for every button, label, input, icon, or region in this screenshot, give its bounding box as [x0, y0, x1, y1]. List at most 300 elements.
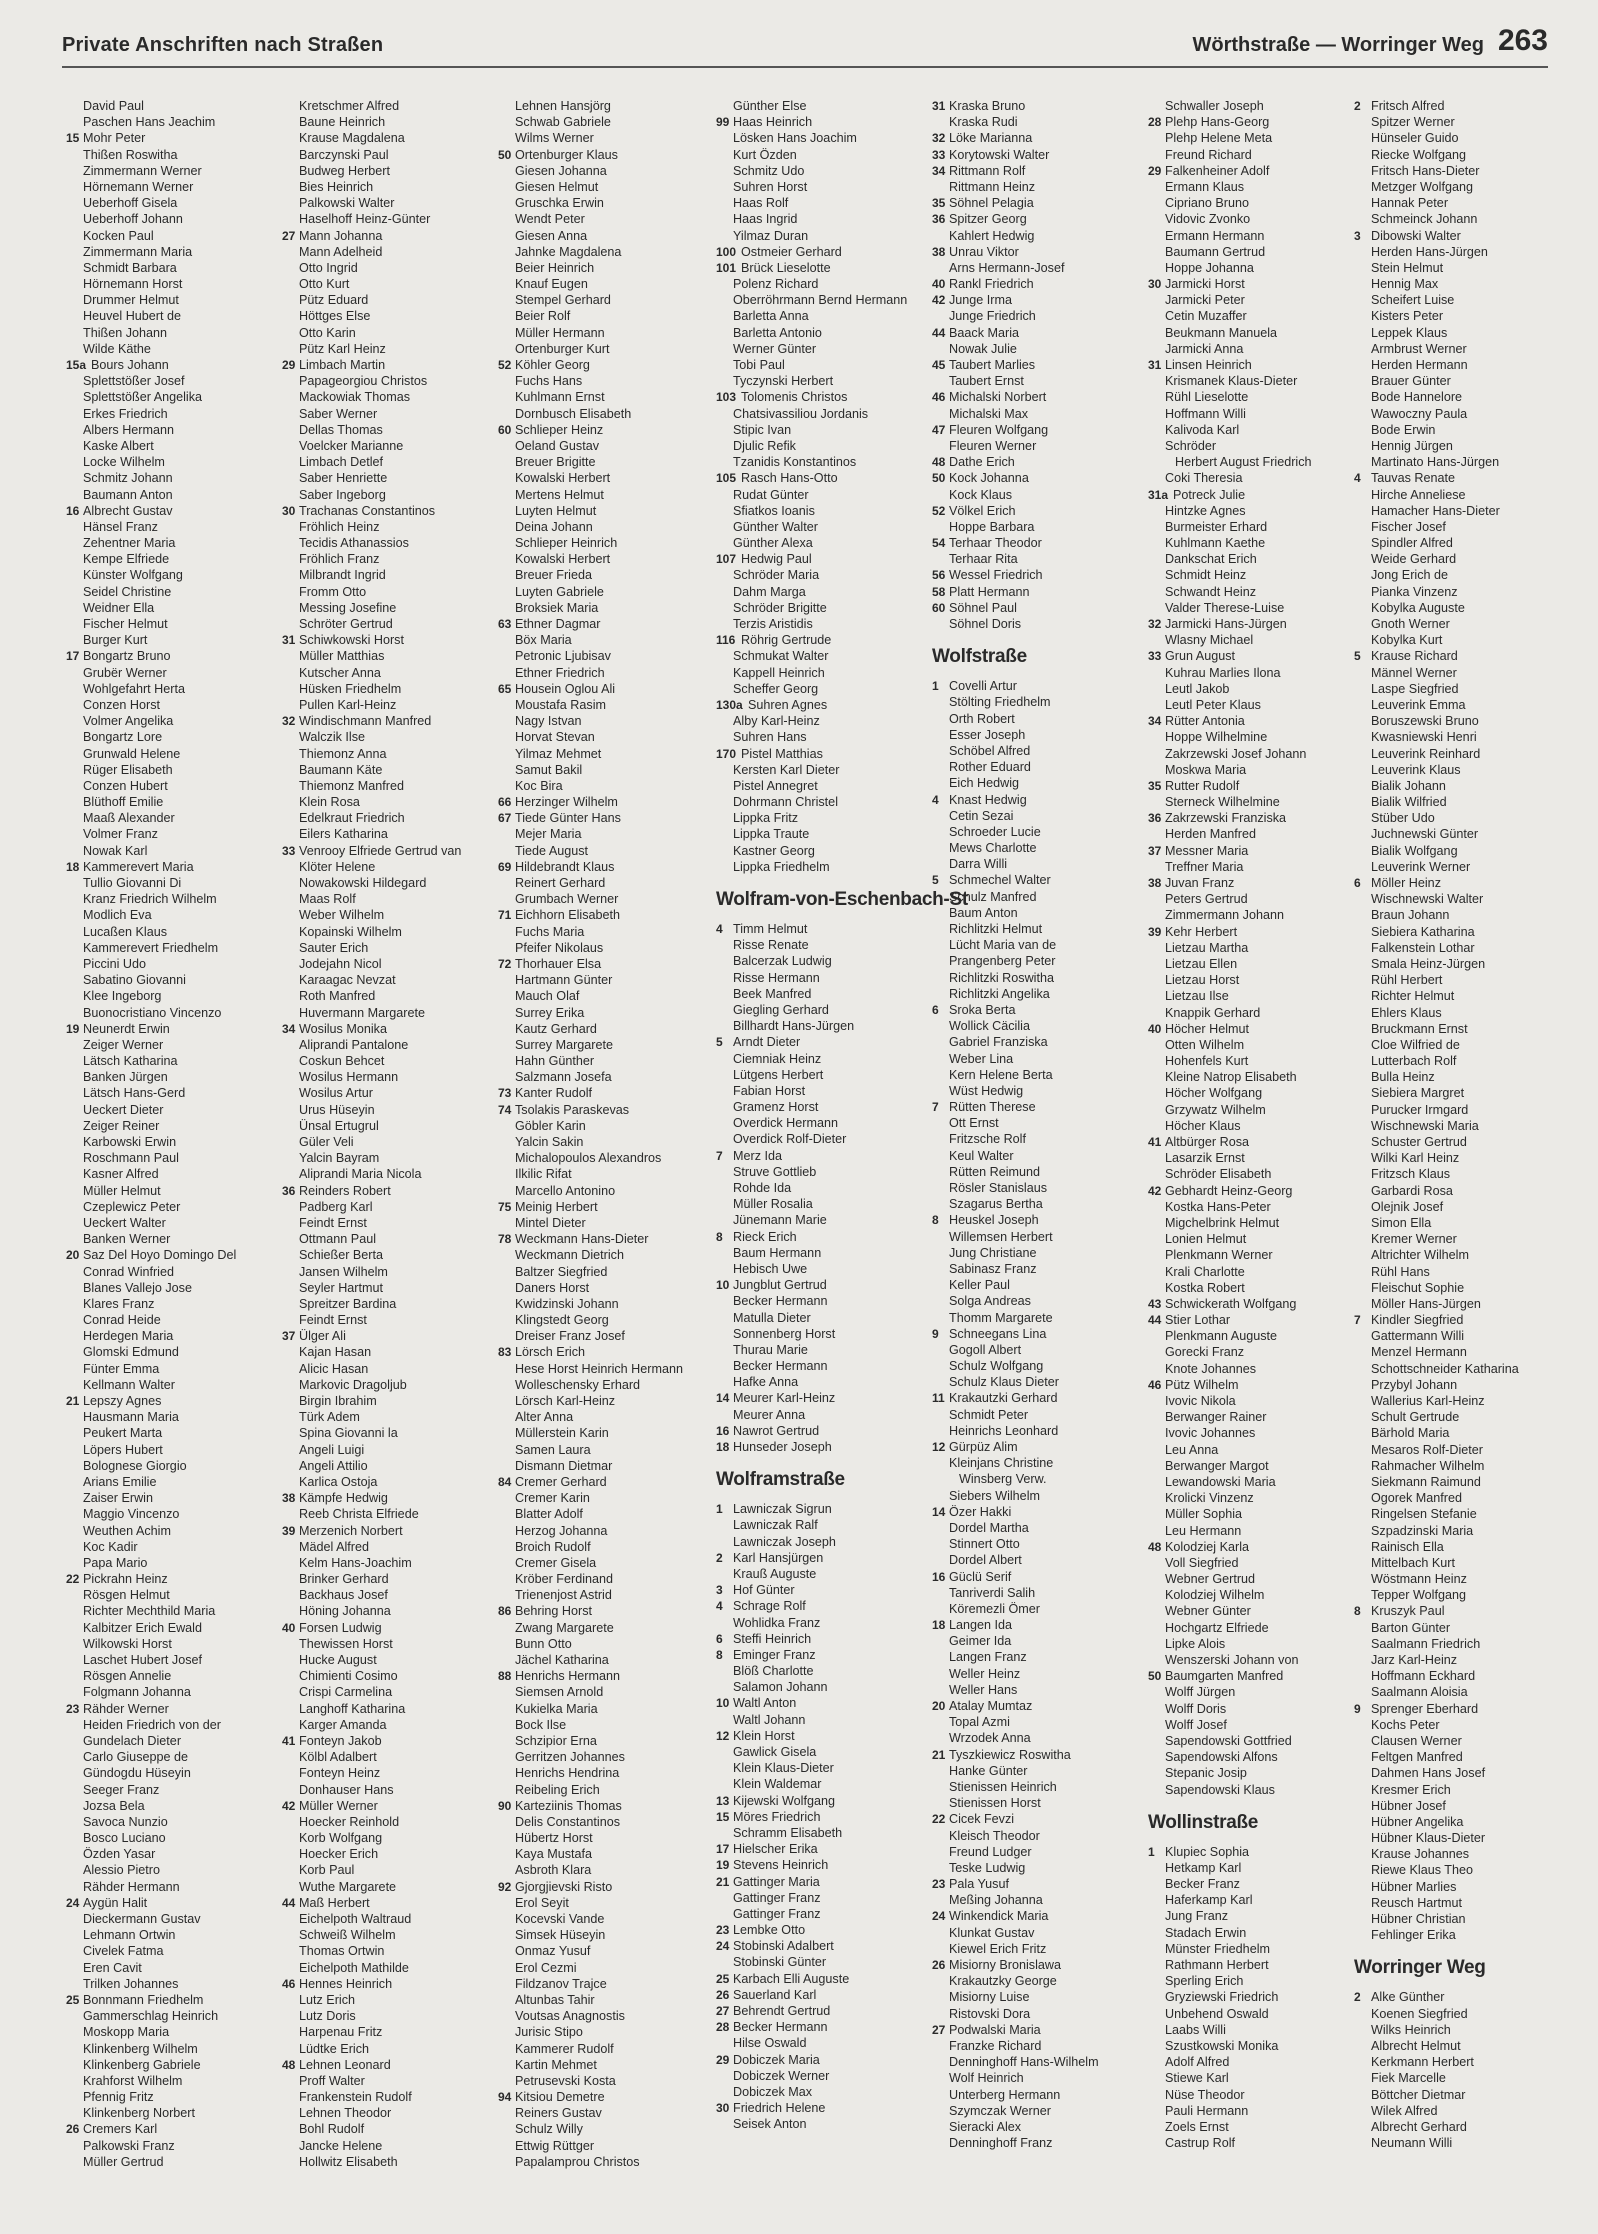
resident-entry — [1354, 1393, 1564, 1409]
resident-name: Kocevski Vande — [515, 1912, 605, 1926]
resident-name: Leuverink Werner — [1371, 859, 1471, 874]
resident-name: Petronic Ljubisav — [515, 649, 611, 664]
resident-name: Trachanas Constantinos — [299, 503, 436, 518]
resident-entry — [932, 2022, 1142, 2038]
resident-entry — [1148, 697, 1358, 713]
house-number: 17 — [66, 649, 80, 664]
house-number: 60 — [498, 422, 512, 437]
resident-entry — [1148, 1620, 1358, 1636]
resident-name: Klares Franz — [83, 1296, 155, 1311]
resident-name: Lonien Helmut — [1165, 1232, 1247, 1247]
resident-name: Spreitzer Bardina — [299, 1296, 397, 1311]
resident-name: Kaske Albert — [83, 438, 154, 453]
house-number: 7 — [716, 1148, 723, 1163]
resident-name: Schweiß Wilhelm — [299, 1928, 396, 1943]
resident-name: Siemsen Arnold — [515, 1685, 604, 1700]
resident-name: Winsberg Verw. — [959, 1472, 1047, 1487]
house-number: 9 — [1354, 1701, 1361, 1716]
resident-name: Tauvas Renate — [1371, 471, 1456, 486]
house-number: 103 — [716, 390, 737, 405]
resident-entry — [498, 1474, 708, 1490]
resident-name: Behring Horst — [515, 1604, 592, 1619]
resident-entry — [932, 1034, 1142, 1050]
resident-entry — [1354, 1620, 1564, 1636]
resident-entry — [716, 422, 926, 438]
resident-entry — [932, 1504, 1142, 1520]
house-number: 18 — [66, 859, 80, 874]
resident-name: Jong Erich de — [1371, 568, 1449, 583]
resident-name: Wilde Käthe — [83, 341, 151, 356]
resident-entry — [498, 2105, 708, 2121]
resident-name: Sauter Erich — [299, 940, 369, 955]
resident-entry — [1148, 389, 1358, 405]
resident-name: Potreck Julie — [1173, 487, 1246, 502]
resident-name: Rieck Erich — [733, 1229, 797, 1244]
resident-name: Meinig Herbert — [515, 1199, 598, 1214]
resident-name: Kleisch Theodor — [949, 1828, 1040, 1843]
resident-name: Weller Hans — [949, 1682, 1018, 1697]
resident-entry — [716, 1099, 926, 1115]
resident-name: Baum Hermann — [733, 1245, 822, 1260]
house-number: 37 — [282, 1329, 296, 1344]
resident-entry — [498, 1927, 708, 1943]
resident-name: Hoppe Barbara — [949, 519, 1035, 534]
resident-entry — [498, 1539, 708, 1555]
resident-entry — [498, 1506, 708, 1522]
resident-name: Höcher Helmut — [1165, 1021, 1249, 1036]
resident-entry — [1354, 438, 1564, 454]
resident-entry — [1148, 729, 1358, 745]
house-number: 48 — [282, 2057, 296, 2072]
resident-entry — [1354, 1296, 1564, 1312]
resident-entry — [932, 1828, 1142, 1844]
resident-name: Rütten Therese — [949, 1100, 1036, 1115]
resident-entry — [932, 1390, 1142, 1406]
resident-name: Baltzer Siegfried — [515, 1264, 608, 1279]
resident-entry — [932, 678, 1142, 694]
resident-name: Blanes Vallejo Jose — [83, 1280, 192, 1295]
resident-entry — [716, 1407, 926, 1423]
house-number: 50 — [932, 471, 946, 486]
resident-entry — [1354, 1830, 1564, 1846]
resident-name: Paschen Hans Jeachim — [83, 115, 216, 130]
resident-entry — [66, 114, 276, 130]
resident-name: Hetkamp Karl — [1165, 1860, 1242, 1875]
resident-entry — [282, 325, 492, 341]
resident-name: Breuer Frieda — [515, 568, 592, 583]
resident-name: Gebhardt Heinz-Georg — [1165, 1183, 1293, 1198]
resident-entry — [716, 535, 926, 551]
resident-entry — [498, 729, 708, 745]
resident-entry — [66, 1021, 276, 1037]
resident-name: Rohde Ida — [733, 1181, 792, 1195]
resident-name: Stier Lothar — [1165, 1313, 1231, 1328]
house-number: 42 — [282, 1798, 296, 1813]
resident-entry — [498, 1409, 708, 1425]
resident-entry — [1148, 2135, 1358, 2151]
resident-name: Koenen Siegfried — [1371, 2006, 1468, 2021]
resident-entry — [498, 1911, 708, 1927]
resident-name: Löke Marianna — [949, 131, 1033, 146]
resident-entry — [1148, 746, 1358, 762]
resident-name: Lütgens Herbert — [733, 1067, 824, 1082]
resident-entry — [498, 1085, 708, 1101]
resident-name: Smala Heinz-Jürgen — [1371, 956, 1486, 971]
house-number: 20 — [932, 1699, 946, 1713]
resident-name: Krauß Auguste — [733, 1566, 817, 1581]
house-number: 30 — [282, 503, 296, 518]
resident-entry — [282, 1183, 492, 1199]
resident-entry — [66, 1231, 276, 1247]
resident-entry — [716, 1131, 926, 1147]
resident-name: Terhaar Rita — [949, 552, 1018, 567]
resident-name: Sperling Erich — [1165, 1974, 1244, 1989]
resident-entry — [498, 1037, 708, 1053]
resident-name: Kowalski Herbert — [515, 552, 611, 567]
resident-entry — [1148, 1458, 1358, 1474]
resident-entry — [498, 1555, 708, 1571]
resident-entry — [932, 1779, 1142, 1795]
resident-name: Kolodziej Wilhelm — [1165, 1588, 1265, 1603]
resident-entry — [1148, 1860, 1358, 1876]
resident-name: Falkenstein Lothar — [1371, 940, 1475, 955]
resident-name: Jung Christiane — [949, 1245, 1037, 1260]
resident-name: Göbler Karin — [515, 1118, 586, 1133]
resident-name: Günther Alexa — [733, 536, 813, 551]
resident-name: Müller Helmut — [83, 1183, 161, 1198]
resident-name: Lietzau Ilse — [1165, 989, 1229, 1004]
resident-name: Kostka Hans-Peter — [1165, 1199, 1271, 1214]
resident-name: Kammerevert Maria — [83, 859, 194, 874]
resident-name: Berwanger Margot — [1165, 1458, 1269, 1473]
resident-entry — [1354, 681, 1564, 697]
resident-name: Giesen Anna — [515, 228, 588, 243]
resident-name: Yilmaz Mehmet — [515, 746, 602, 761]
resident-entry — [66, 454, 276, 470]
resident-name: Schöbel Alfred — [949, 743, 1031, 758]
resident-name: Klein Klaus-Dieter — [733, 1761, 834, 1776]
resident-entry — [716, 325, 926, 341]
resident-name: Kremer Werner — [1371, 1232, 1457, 1247]
resident-entry — [282, 1344, 492, 1360]
house-number: 52 — [932, 503, 946, 518]
resident-name: Wenszerski Johann von — [1165, 1653, 1299, 1667]
resident-name: Overdick Hermann — [733, 1116, 838, 1131]
resident-entry — [498, 1830, 708, 1846]
resident-entry — [1354, 1215, 1564, 1231]
resident-entry — [716, 470, 926, 486]
resident-name: Bialik Johann — [1371, 778, 1446, 793]
resident-entry — [1354, 794, 1564, 810]
resident-name: Modlich Eva — [83, 908, 152, 923]
resident-name: Mohr Peter — [83, 131, 146, 146]
resident-name: Krause Magdalena — [299, 131, 405, 146]
resident-name: Taubert Marlies — [949, 358, 1036, 372]
house-number: 105 — [716, 471, 737, 486]
resident-entry — [1148, 665, 1358, 681]
resident-name: Leuverink Reinhard — [1371, 746, 1481, 761]
resident-name: Palkowski Walter — [299, 196, 395, 211]
resident-entry — [66, 519, 276, 535]
house-number: 5 — [716, 1035, 723, 1050]
resident-name: Wischnewski Maria — [1371, 1118, 1479, 1133]
house-number: 45 — [932, 358, 946, 372]
house-number: 99 — [716, 115, 730, 130]
house-number: 44 — [1148, 1313, 1162, 1328]
resident-name: Wosilus Monika — [299, 1021, 387, 1036]
resident-entry — [716, 1067, 926, 1083]
resident-name: Baumgarten Manfred — [1165, 1669, 1284, 1684]
resident-name: Berwanger Rainer — [1165, 1410, 1267, 1425]
resident-entry — [932, 584, 1142, 600]
resident-entry — [1354, 826, 1564, 842]
resident-entry — [282, 98, 492, 114]
resident-name: Webner Gertrud — [1165, 1572, 1256, 1587]
resident-entry — [282, 794, 492, 810]
resident-name: Suhren Agnes — [748, 697, 828, 712]
resident-name: Müllerstein Karin — [515, 1426, 609, 1441]
resident-entry — [498, 988, 708, 1004]
resident-name: Richter Helmut — [1371, 989, 1455, 1004]
resident-name: Spitzer Georg — [949, 212, 1027, 227]
resident-name: Dobiczek Werner — [733, 2068, 830, 2083]
resident-entry — [932, 1326, 1142, 1342]
resident-entry — [498, 1199, 708, 1215]
resident-name: Ehlers Klaus — [1371, 1005, 1442, 1020]
resident-entry — [1148, 1892, 1358, 1908]
resident-entry — [932, 2054, 1142, 2070]
house-number: 26 — [716, 1987, 730, 2002]
resident-entry — [932, 1277, 1142, 1293]
resident-entry — [66, 956, 276, 972]
resident-entry — [66, 1490, 276, 1506]
resident-name: Maas Rolf — [299, 892, 356, 907]
resident-name: Tepper Wolfgang — [1371, 1588, 1466, 1603]
resident-entry — [716, 2052, 926, 2068]
house-number: 36 — [932, 212, 946, 227]
resident-name: Lätsch Katharina — [83, 1054, 178, 1069]
resident-entry — [932, 470, 1142, 486]
house-number: 29 — [716, 2052, 730, 2067]
resident-name: Kowalski Herbert — [515, 471, 611, 486]
resident-entry — [1354, 1603, 1564, 1619]
resident-name: Erol Cezmi — [515, 1960, 577, 1975]
resident-entry — [1148, 163, 1358, 179]
resident-entry — [716, 211, 926, 227]
resident-entry — [1148, 988, 1358, 1004]
resident-name: Ueckert Dieter — [83, 1102, 164, 1117]
resident-name: Grzywatz Wilhelm — [1165, 1102, 1266, 1117]
resident-name: Heinrichs Leonhard — [949, 1423, 1059, 1438]
resident-name: Schzipior Erna — [515, 1733, 597, 1748]
house-number: 22 — [66, 1572, 80, 1587]
resident-entry — [282, 2154, 492, 2170]
resident-entry — [1148, 1215, 1358, 1231]
house-number: 6 — [716, 1631, 723, 1646]
resident-name: Kröber Ferdinand — [515, 1572, 614, 1587]
house-number: 31 — [932, 99, 946, 113]
resident-name: Leu Hermann — [1165, 1523, 1242, 1538]
resident-entry — [498, 487, 708, 503]
resident-entry — [1354, 1701, 1564, 1717]
house-number: 25 — [66, 1992, 80, 2007]
house-number: 58 — [932, 584, 946, 599]
resident-name: Seeger Franz — [83, 1782, 160, 1797]
resident-name: Karger Amanda — [299, 1717, 387, 1732]
resident-entry — [66, 2024, 276, 2040]
resident-entry — [1354, 1328, 1564, 1344]
resident-entry — [66, 406, 276, 422]
resident-entry — [932, 260, 1142, 276]
resident-name: Saalmann Aloisia — [1371, 1685, 1468, 1700]
resident-entry — [1354, 1118, 1564, 1134]
house-number: 42 — [1148, 1183, 1162, 1198]
resident-entry — [498, 1296, 708, 1312]
house-number: 54 — [932, 536, 946, 551]
resident-entry — [498, 956, 708, 972]
resident-entry — [932, 1925, 1142, 1941]
resident-name: Juvan Franz — [1165, 876, 1235, 890]
resident-entry — [282, 1474, 492, 1490]
resident-entry — [282, 1927, 492, 1943]
resident-name: Kersten Karl Dieter — [733, 762, 840, 777]
resident-entry — [1148, 1377, 1358, 1393]
resident-entry — [66, 341, 276, 357]
resident-name: Wallerius Karl-Heinz — [1371, 1394, 1485, 1408]
resident-name: Schrage Rolf — [733, 1599, 806, 1614]
resident-entry — [932, 840, 1142, 856]
resident-name: Henrichs Hermann — [515, 1669, 620, 1684]
resident-entry — [282, 341, 492, 357]
resident-entry — [66, 1247, 276, 1263]
resident-name: Rütter Antonia — [1165, 714, 1245, 729]
resident-entry — [1148, 260, 1358, 276]
resident-entry — [716, 778, 926, 794]
resident-name: Herbert August Friedrich — [1175, 455, 1312, 470]
resident-name: Schröder Elisabeth — [1165, 1167, 1272, 1182]
resident-entry — [498, 2008, 708, 2024]
resident-entry — [716, 2068, 926, 2084]
resident-entry — [498, 778, 708, 794]
resident-entry — [1148, 1989, 1358, 2005]
resident-entry — [282, 600, 492, 616]
resident-entry — [716, 1018, 926, 1034]
resident-name: Petrusevski Kosta — [515, 2073, 616, 2088]
resident-name: Civelek Fatma — [83, 1944, 164, 1959]
resident-entry — [282, 1814, 492, 1830]
resident-name: Reinders Robert — [299, 1183, 391, 1198]
resident-entry — [66, 1862, 276, 1878]
resident-entry — [1148, 1587, 1358, 1603]
resident-name: Jarz Karl-Heinz — [1371, 1653, 1458, 1667]
resident-name: Fischer Josef — [1371, 519, 1446, 534]
resident-name: Nowak Karl — [83, 843, 148, 858]
resident-entry — [1354, 487, 1564, 503]
resident-name: Kempe Elfriede — [83, 552, 170, 567]
house-number: 8 — [1354, 1604, 1361, 1619]
resident-entry — [66, 503, 276, 519]
resident-entry — [932, 567, 1142, 583]
resident-name: Hartmann Günter — [515, 973, 613, 988]
resident-entry — [282, 1782, 492, 1798]
resident-name: Willemsen Herbert — [949, 1229, 1053, 1244]
resident-name: Jancke Helene — [299, 2138, 383, 2153]
resident-entry — [716, 1164, 926, 1180]
resident-name: Beukmann Manuela — [1165, 325, 1278, 340]
house-number: 56 — [932, 568, 946, 583]
resident-entry — [1148, 584, 1358, 600]
resident-entry — [1148, 2070, 1358, 2086]
resident-name: Steffi Heinrich — [733, 1631, 812, 1646]
resident-name: Gogoll Albert — [949, 1342, 1022, 1357]
resident-entry — [1148, 778, 1358, 794]
resident-entry — [932, 503, 1142, 519]
resident-entry — [1354, 1166, 1564, 1182]
resident-name: Topal Azmi — [949, 1715, 1010, 1730]
resident-name: Covelli Artur — [949, 679, 1017, 694]
resident-name: Dellas Thomas — [299, 422, 383, 437]
street-heading: Wollinstraße — [1148, 1811, 1259, 1833]
resident-name: Schmeinck Johann — [1371, 212, 1478, 227]
resident-entry — [1148, 972, 1358, 988]
house-number: 29 — [1148, 163, 1162, 178]
resident-name: Günther Else — [733, 99, 807, 113]
house-number: 11 — [932, 1391, 945, 1406]
resident-entry — [498, 1005, 708, 1021]
resident-entry — [932, 775, 1142, 791]
house-number: 2 — [1354, 1990, 1361, 2005]
resident-name: Schramm Elisabeth — [733, 1825, 843, 1840]
resident-entry — [498, 1069, 708, 1085]
resident-entry — [932, 1018, 1142, 1034]
resident-name: Schroeder Lucie — [949, 824, 1041, 839]
resident-entry — [1148, 1134, 1358, 1150]
resident-entry — [932, 1876, 1142, 1892]
resident-name: Böttcher Dietmar — [1371, 2087, 1466, 2102]
resident-entry — [1354, 503, 1564, 519]
resident-entry — [932, 986, 1142, 1002]
resident-entry — [282, 2008, 492, 2024]
resident-entry — [282, 1458, 492, 1474]
resident-entry — [1148, 1166, 1358, 1182]
resident-name: Altunbas Tahir — [515, 1992, 595, 2007]
house-number: 34 — [932, 163, 946, 178]
resident-entry — [932, 1552, 1142, 1568]
resident-name: Dathe Erich — [949, 455, 1015, 470]
resident-name: Chatsivassiliou Jordanis — [733, 406, 869, 421]
resident-name: Knappik Gerhard — [1165, 1005, 1261, 1020]
resident-name: Hübner Josef — [1371, 1798, 1446, 1813]
resident-entry — [932, 616, 1142, 632]
resident-entry — [716, 130, 926, 146]
resident-name: Kerkmann Herbert — [1371, 2055, 1474, 2070]
resident-name: Fritzsch Klaus — [1371, 1167, 1451, 1182]
resident-entry — [716, 276, 926, 292]
resident-name: Ülger Ali — [299, 1329, 346, 1344]
resident-name: Thißen Johann — [83, 325, 168, 340]
resident-entry — [498, 1862, 708, 1878]
resident-name: Alke Günther — [1371, 1990, 1445, 2005]
resident-name: Fritzsche Rolf — [949, 1132, 1026, 1147]
resident-entry — [1354, 244, 1564, 260]
resident-entry — [1148, 1876, 1358, 1892]
resident-name: Stein Helmut — [1371, 260, 1444, 275]
resident-name: Henrichs Hendrina — [515, 1766, 620, 1781]
resident-entry — [66, 1344, 276, 1360]
resident-entry — [498, 2138, 708, 2154]
resident-entry — [498, 1150, 708, 1166]
house-number: 21 — [716, 1874, 730, 1889]
